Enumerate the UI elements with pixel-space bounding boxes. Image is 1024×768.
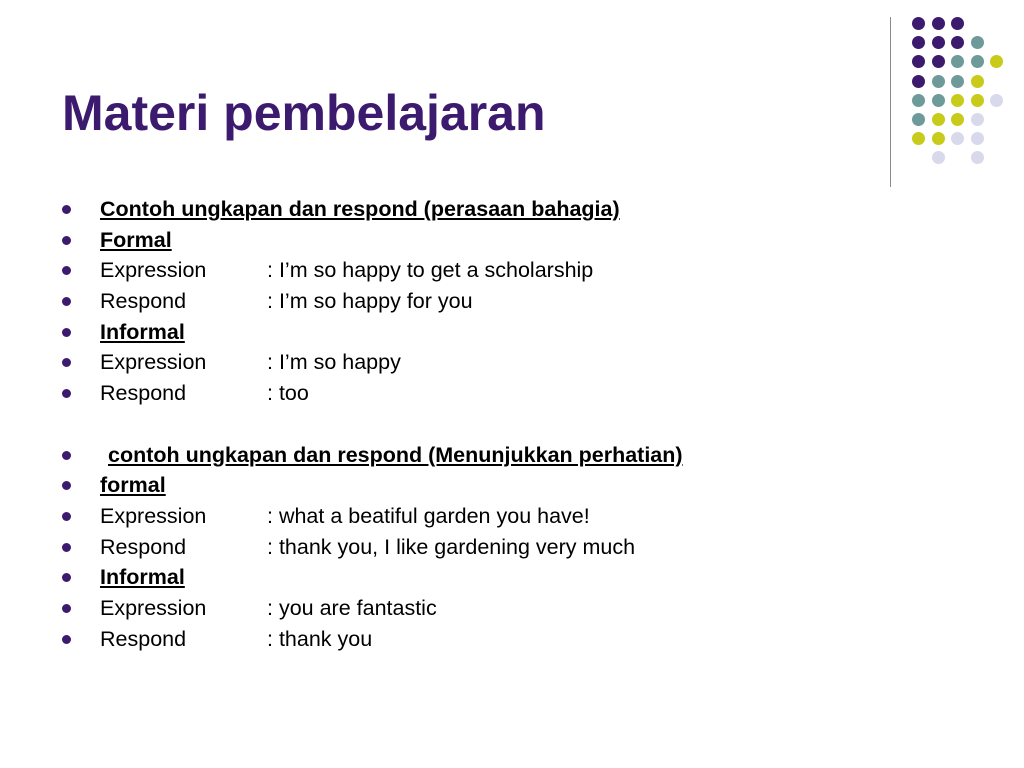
line-value: : I’m so happy [267,350,401,375]
expression-line [100,501,590,532]
decorative-dot [932,36,945,49]
bullet-icon [62,389,71,398]
bullet-icon [62,297,71,306]
expression-line [100,624,372,655]
decorative-dot [951,36,964,49]
decorative-dot [932,55,945,68]
expression-line [100,532,635,563]
decorative-dot [912,36,925,49]
decorative-dot [912,132,925,145]
line-value: : I’m so happy for you [267,289,473,314]
decorative-dot [932,94,945,107]
line-label: Respond [100,289,187,314]
bullet-icon [62,205,71,214]
expression-line [100,378,309,409]
line-label: Respond [100,534,187,559]
line-label: Expression [100,503,207,528]
decorative-dot [971,75,984,88]
expression-line [100,593,437,624]
decorative-dot [951,132,964,145]
decorative-dot [912,113,925,126]
bullet-icon [62,266,71,275]
section-heading: Formal [100,227,172,252]
decorative-dot [971,94,984,107]
line-label: Expression [100,258,207,283]
decorative-dot [912,55,925,68]
section-heading: Informal [100,319,185,344]
line-value: : I’m so happy to get a scholarship [267,258,594,283]
line-value: : what a beatiful garden you have! [267,503,590,528]
decorative-dot [951,55,964,68]
decorative-dot [990,94,1003,107]
bullet-icon [62,328,71,337]
section-heading: formal [100,473,166,498]
decorative-dot [951,94,964,107]
decorative-dot [932,75,945,88]
decorative-dot [971,151,984,164]
line-value: : you are fantastic [267,595,437,620]
bullet-icon [62,604,71,613]
expression-line [100,286,473,317]
decorative-dot-grid [0,0,1024,200]
bullet-icon [62,512,71,521]
decorative-dot [951,113,964,126]
decorative-dot [912,17,925,30]
decorative-dot [971,36,984,49]
section-heading: contoh ungkapan dan respond (Menunjukkan perhatian) [108,442,683,467]
bullet-icon [62,451,71,460]
decorative-dot [990,55,1003,68]
expression-line [100,347,401,378]
line-label: Respond [100,381,187,406]
decorative-dot [932,113,945,126]
bullet-icon [62,481,71,490]
decorative-dot [951,17,964,30]
line-value: : thank you, I like gardening very much [267,534,636,559]
decorative-dot [912,75,925,88]
decorative-dot [951,75,964,88]
bullet-icon [62,358,71,367]
line-label: Expression [100,350,207,375]
divider-line [890,17,891,187]
bullet-icon [62,635,71,644]
decorative-dot [932,17,945,30]
bullet-icon [62,543,71,552]
expression-line [100,255,593,286]
decorative-dot [932,151,945,164]
decorative-dot [932,132,945,145]
section-heading: Contoh ungkapan dan respond (perasaan bahagia) [100,197,620,221]
bullet-icon [62,236,71,245]
line-label: Respond [100,626,187,651]
section-heading: Informal [100,565,185,590]
decorative-dot [912,94,925,107]
line-value: : thank you [267,626,373,651]
line-value: : too [267,381,309,406]
bullet-icon [62,573,71,582]
decorative-dot [971,132,984,145]
slide-title: Materi pembelajaran [62,85,546,141]
decorative-dot [971,55,984,68]
line-label: Expression [100,595,207,620]
decorative-dot [971,113,984,126]
